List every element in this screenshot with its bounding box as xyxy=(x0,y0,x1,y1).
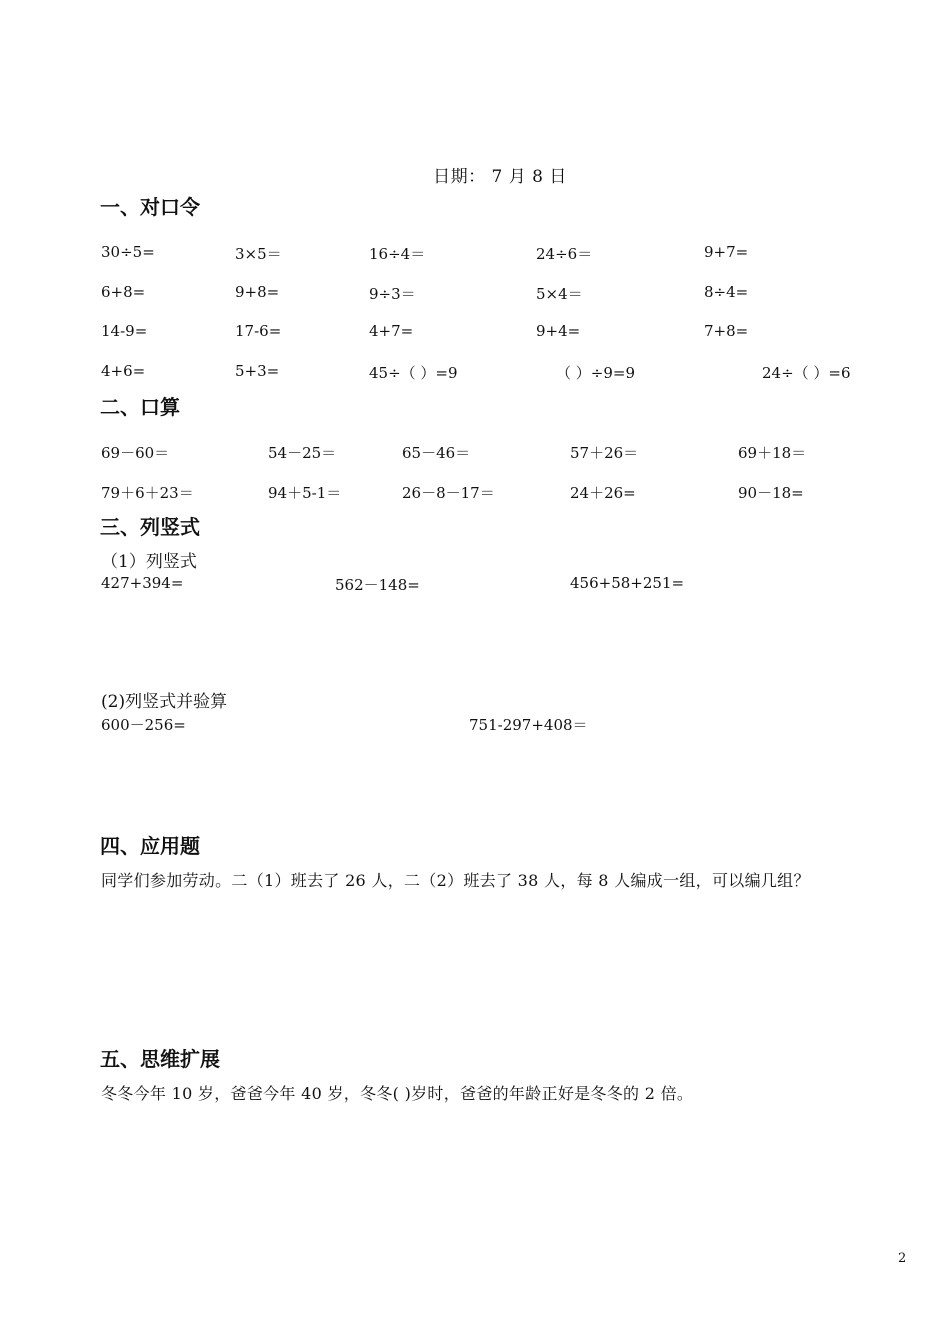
section-3-title: 三、列竖式 xyxy=(100,515,200,539)
part-2-item-2: 751-297+408＝ xyxy=(469,716,588,734)
part-1-label: （1）列竖式 xyxy=(101,552,197,572)
s1-r2-c1: 6+8= xyxy=(101,283,146,301)
s1-r1-c2: 3×5＝ xyxy=(235,245,282,263)
s2-r1-c4: 57＋26＝ xyxy=(570,444,639,462)
s1-r4-c2: 5+3= xyxy=(235,362,280,380)
word-problem-text: 同学们参加劳动。二（1）班去了 26 人，二（2）班去了 38 人，每 8 人编成一组，可以编几组？ xyxy=(101,871,810,890)
s1-r3-c5: 7+8= xyxy=(704,322,749,340)
s2-r2-c4: 24＋26= xyxy=(570,484,636,502)
s1-r3-c1: 14-9= xyxy=(101,322,148,340)
s1-r1-c4: 24÷6＝ xyxy=(536,245,593,263)
s2-r2-c1: 79＋6＋23＝ xyxy=(101,484,194,502)
part-2-item-1: 600－256= xyxy=(101,716,186,734)
s1-r3-c2: 17-6= xyxy=(235,322,282,340)
s1-r1-c5: 9+7= xyxy=(704,243,749,261)
s1-r4-c5: 24÷（ ）=6 xyxy=(762,364,851,382)
s1-r1-c1: 30÷5= xyxy=(101,243,155,261)
s2-r2-c3: 26－8－17＝ xyxy=(402,484,495,502)
s2-r2-c5: 90－18= xyxy=(738,484,804,502)
s1-r2-c3: 9÷3＝ xyxy=(369,285,416,303)
part-1-item-1: 427+394= xyxy=(101,574,184,592)
page-number: 2 xyxy=(898,1251,907,1266)
s2-r1-c5: 69＋18＝ xyxy=(738,444,807,462)
date-line: 日期： 7 月 8 日 xyxy=(433,167,567,187)
section-2-title: 二、口算 xyxy=(100,395,180,419)
s1-r2-c5: 8÷4= xyxy=(704,283,749,301)
s1-r3-c4: 9+4= xyxy=(536,322,581,340)
s1-r2-c4: 5×4＝ xyxy=(536,285,583,303)
section-4-title: 四、应用题 xyxy=(100,834,200,858)
s1-r4-c4: （ ）÷9=9 xyxy=(556,364,635,382)
s1-r4-c1: 4+6= xyxy=(101,362,146,380)
s2-r1-c3: 65－46＝ xyxy=(402,444,471,462)
s2-r1-c1: 69－60＝ xyxy=(101,444,170,462)
part-1-item-2: 562－148= xyxy=(335,576,420,594)
section-1-title: 一、对口令 xyxy=(100,195,200,219)
s2-r2-c2: 94＋5-1＝ xyxy=(268,484,342,502)
part-1-item-3: 456+58+251= xyxy=(570,574,685,592)
s1-r1-c3: 16÷4＝ xyxy=(369,245,426,263)
section-5-title: 五、思维扩展 xyxy=(100,1047,220,1071)
s2-r1-c2: 54－25＝ xyxy=(268,444,337,462)
s1-r4-c3: 45÷（ ）=9 xyxy=(369,364,458,382)
s1-r2-c2: 9+8= xyxy=(235,283,280,301)
thinking-problem-text: 冬冬今年 10 岁，爸爸今年 40 岁，冬冬( )岁时，爸爸的年龄正好是冬冬的 2 倍。 xyxy=(101,1084,694,1103)
s1-r3-c3: 4+7= xyxy=(369,322,414,340)
part-2-label: (2)列竖式并验算 xyxy=(101,692,228,712)
